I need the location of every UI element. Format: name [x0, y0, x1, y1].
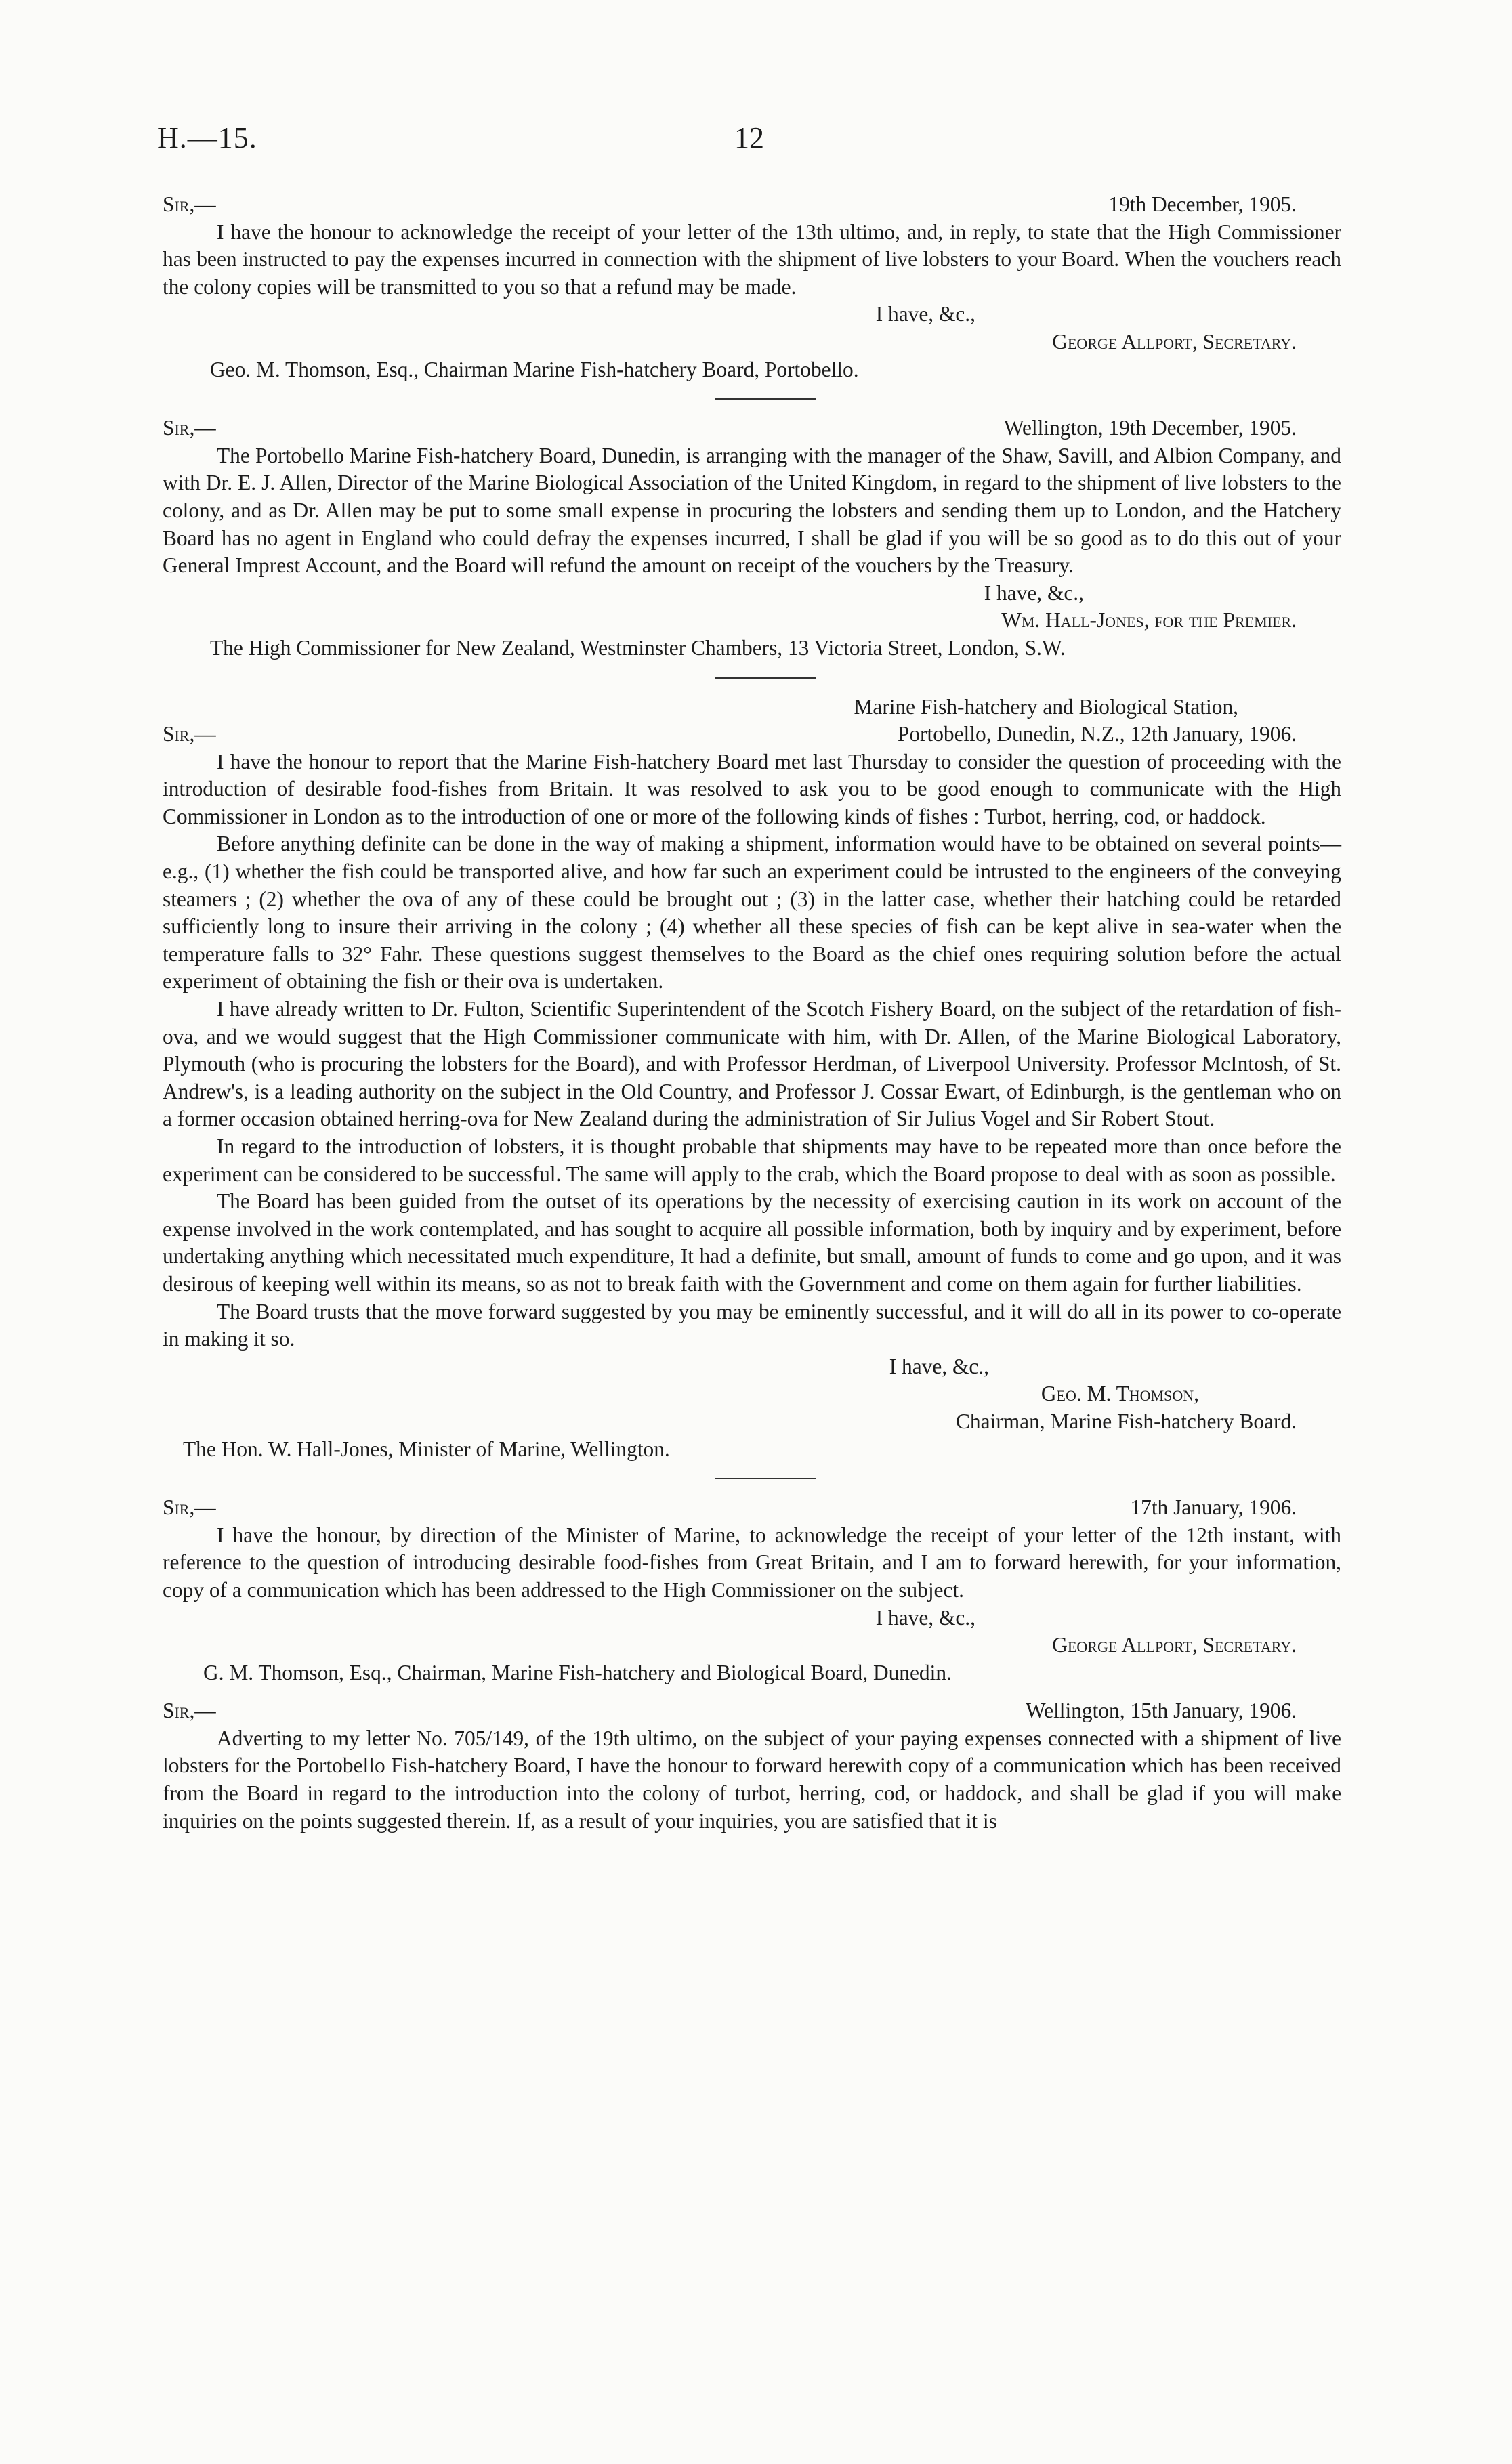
closing: I have, &c., — [889, 1354, 989, 1378]
signature: Geo. M. Thomson, — [1041, 1382, 1199, 1406]
signature: George Allport, Secretary. — [1052, 329, 1297, 354]
letter-2 — [163, 415, 1341, 662]
salutation: Sir,— — [163, 192, 216, 216]
paragraph: The Portobello Marine Fish-hatchery Board, Dunedin, is arranging with the manager of the Shaw, Savill, and Albion Company, and with Dr. E. J. Allen, Director of the Marine Biological Association of the United Kingdom, in regard to the shipment of live lobsters to the colony, and as Dr. Allen may be put to some small expense in procuring the lobsters and sending them up to London, and the Hatchery Board has no agent in England who could defray the expenses incurred, I shall be glad if you will be so good as to do this out of your General Imprest Account, and the Board will refund the amount on receipt of the vouchers by the Treasury. — [163, 443, 1341, 578]
sender-address: Marine Fish-hatchery and Biological Station, — [854, 694, 1238, 719]
letter-date: 17th January, 1906. — [1130, 1495, 1297, 1520]
addressee: G. M. Thomson, Esq., Chairman, Marine Fish-hatchery and Biological Board, Dunedin. — [203, 1660, 952, 1684]
addressee: The Hon. W. Hall-Jones, Minister of Marine, Wellington. — [183, 1437, 670, 1461]
page-number: 12 — [734, 121, 764, 154]
letter-1 — [163, 191, 1341, 383]
addressee: The High Commissioner for New Zealand, Westminster Chambers, 13 Victoria Street, London, S.W. — [210, 635, 1066, 660]
salutation: Sir,— — [163, 1699, 216, 1723]
letter-date: Portobello, Dunedin, N.Z., 12th January, 1906. — [897, 722, 1297, 746]
document-code: H.—15. — [157, 121, 257, 154]
letter-date: 19th December, 1905. — [1108, 192, 1297, 216]
page-header — [157, 121, 1349, 168]
salutation: Sir,— — [163, 416, 216, 440]
letter-3 — [163, 694, 1341, 1464]
paragraph: I have the honour to acknowledge the receipt of your letter of the 13th ultimo, and, in reply, to state that the High Commissioner has been instructed to pay the expenses incurred in connection with the shipment of live lobsters to your Board. When the vouchers reach the colony copies will be transmitted to you so that a refund may be made. — [163, 219, 1341, 299]
signature-text: Wm. Hall-Jones, for the Premier. — [1001, 608, 1297, 633]
letter-date: Wellington, 19th December, 1905. — [1003, 416, 1297, 440]
document-body — [163, 191, 1341, 1835]
closing: I have, &c., — [875, 1605, 975, 1630]
separator-rule — [715, 1478, 816, 1479]
signature: George Allport, Secretary. — [1052, 1633, 1297, 1657]
closing: I have, &c., — [984, 580, 1084, 605]
paragraph: In regard to the introduction of lobsters, it is thought probable that shipments may have to be repeated more than once before the experiment can be considered to be successful. The same will apply to the crab, which the Board propose to deal with as soon as possible. — [163, 1134, 1341, 1186]
salutation: Sir,— — [163, 722, 216, 746]
letter-date: Wellington, 15th January, 1906. — [1026, 1699, 1297, 1723]
salutation: Sir,— — [163, 1495, 216, 1520]
signature — [163, 607, 1341, 635]
paragraph: Before anything definite can be done in the way of making a shipment, information would have to be obtained on several points—e.g., (1) whether the fish could be transported alive, and how far such an experiment could be intrusted to the engineers of the conveying steamers ; (2) whether the ova of any of these could be brought out ; (3) in the latter case, whether their hatching could be retarded sufficiently long to insure their arriving in the colony ; (4) whether all these species of fish can be kept alive in sea-water when the temperature falls to 32° Fahr. These questions suggest themselves to the Board as the chief ones requiring solution before the actual experiment of obtaining the fish or their ova is undertaken. — [163, 832, 1341, 994]
paragraph: I have already written to Dr. Fulton, Scientific Superintendent of the Scotch Fishery Board, on the subject of the retardation of fish-ova, and we would suggest that the High Commissioner communicate with him, with Dr. Allen, of the Marine Biological Laboratory, Plymouth (who is procuring the lobsters for the Board), and with Professor Herdman, of Liverpool University. Professor McIntosh, of St. Andrew's, is a leading authority on the subject in the Old Country, and Professor J. Cossar Ewart, of Edinburgh, is the gentleman who on a former occasion obtained herring-ova for New Zealand during the administration of Sir Julius Vogel and Sir Robert Stout. — [163, 997, 1341, 1131]
paragraph: The Board trusts that the move forward suggested by you may be eminently successful, and it will do all in its power to co-operate in making it so. — [163, 1299, 1341, 1351]
addressee: Geo. M. Thomson, Esq., Chairman Marine Fish-hatchery Board, Portobello. — [210, 357, 859, 381]
closing: I have, &c., — [875, 302, 975, 326]
paragraph: The Board has been guided from the outset of its operations by the necessity of exercising caution in its work on account of the expense involved in the work contemplated, and has sought to acquire all possible information, both by inquiry and by experiment, before undertaking anything which necessitated much expenditure, It had a definite, but small, amount of funds to come and go upon, and it was desirous of keeping well within its means, so as not to break faith with the Government and come on them again for further liabilities. — [163, 1189, 1341, 1296]
separator-rule — [715, 677, 816, 679]
paragraph: I have the honour, by direction of the Minister of Marine, to acknowledge the receipt of your letter of the 12th instant, with reference to the question of introducing desirable food-fishes from Great Britain, and I am to forward herewith, for your information, copy of a communication which has been addressed to the High Commissioner on the subject. — [163, 1523, 1341, 1602]
paragraph: I have the honour to report that the Marine Fish-hatchery Board met last Thursday to consider the question of proceeding with the introduction of desirable food-fishes from Britain. It was resolved to ask you to be good enough to communicate with the High Commissioner in London as to the introduction of one or more of the following kinds of fishes : Turbot, herring, cod, or haddock. — [163, 749, 1341, 828]
letter-5 — [163, 1697, 1341, 1835]
paragraph: Adverting to my letter No. 705/149, of the 19th ultimo, on the subject of your paying expenses connected with a shipment of live lobsters for the Portobello Fish-hatchery Board, I have the honour to forward herewith copy of a communication which has been received from the Board in regard to the introduction into the colony of turbot, herring, cod, or haddock, and shall be glad if you will make inquiries on the points suggested therein. If, as a result of your inquiries, you are satisfied that it is — [163, 1726, 1341, 1833]
signature-title: Chairman, Marine Fish-hatchery Board. — [956, 1409, 1297, 1433]
letter-4 — [163, 1494, 1341, 1686]
separator-rule — [715, 398, 816, 400]
